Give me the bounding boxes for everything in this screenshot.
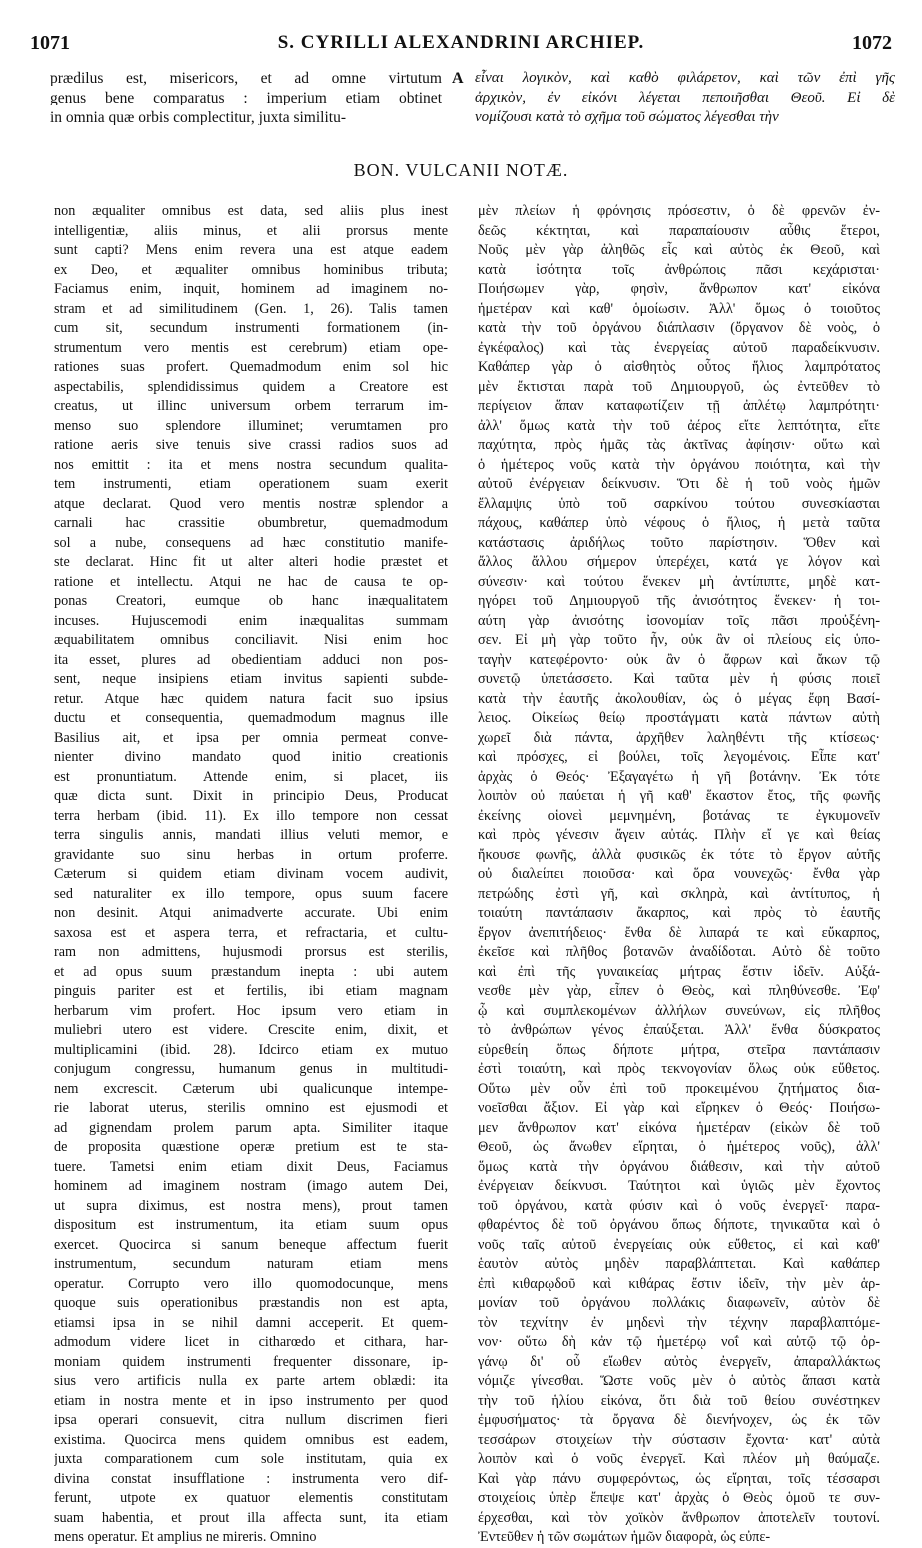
- text-line: nem excrescit. Cæterum ubi qualicunque intempe-: [54, 1080, 448, 1097]
- text-line: suam habentia, et prout illa affecta sunt, ita etiam: [54, 1509, 448, 1526]
- greek-notes-column: [478, 202, 880, 1548]
- text-line: Καὶ γὰρ πάνυ συμφερόντως, ὡς εἴρηται, τοῖς τέσσαρσι: [478, 1470, 880, 1487]
- text-line: ἀρχικὸν, ἐν εἰκόνι λέγεται πεποιῆσθαι Θεοῦ. Εἰ δὲ: [475, 89, 895, 105]
- text-line: ut supra diximus, est nostra mens), prout tamen: [54, 1197, 448, 1214]
- text-line: non desinit. Atqui animadverte accurate. Ubi enim: [54, 905, 448, 921]
- text-line: ἐμφυσήματος· τὰ ὄργανα δὲ διενήνοχεν, ὡς ἐκ τῶν: [478, 1412, 880, 1428]
- text-line: κατὰ τὴν ἑαυτῆς ἀκολουθίαν, ὡς ὁ μέγας ἔφη Βασί-: [478, 690, 880, 707]
- text-line: nienter divino mandato quod initio creationis: [54, 749, 448, 765]
- text-line: ἔλλαμψις ὑπὸ τοῦ σαρκίνου τούτου συνεσκίασται: [478, 495, 880, 512]
- text-line: Faciamus enim, inquit, hominem ad imaginem no-: [54, 281, 448, 297]
- text-line: Οὕτω μὲν οὖν ἐπὶ τοῦ προκειμένου ζητήματος δια-: [478, 1080, 880, 1097]
- text-line: æquabilitatem omnibus conciliavit. Nisi enim hoc: [54, 632, 448, 648]
- text-line: sed naturaliter ex illo tempore, opus suum facere: [54, 885, 448, 902]
- page-header: [30, 32, 892, 62]
- text-line: κατὰ ἰσότητα τοῖς ἀνθρώποις πᾶσι κεχάρισται·: [478, 261, 880, 278]
- text-line: μὲν ἔκτισται παρὰ τοῦ Δημιουργοῦ, ὡς ἐντεῦθεν τὸ: [478, 378, 880, 395]
- text-line: instrumentum, secundum naturam etiam mens: [54, 1256, 448, 1272]
- text-line: τὸ ἀνθρώπων γένος ἐπαύξεται. Ἀλλ' ἔνθα δύσκρατος: [478, 1022, 880, 1038]
- text-line: ἔργον ἀνεπιτήδειος· ἔνθα δὲ λιπαρά τε καὶ εὔκαρπος,: [478, 924, 880, 941]
- text-line: Θεοῦ, ὡς ἄνωθεν εἴρηται, ὁ ἡμέτερος νοῦς), ἀλλ': [478, 1139, 880, 1155]
- text-line: dispositum est instrumentum, ita etiam suum opus: [54, 1217, 448, 1233]
- text-line: Ἐντεῦθεν ἡ τῶν σωμάτων ἡμῶν διαφορὰ, ὡς εὐπε-: [478, 1529, 771, 1545]
- text-line: nos emittit : ita et mens nostra secundum qualita-: [54, 456, 448, 473]
- text-line: sunt capti? Mens enim revera una est atque eadem: [54, 242, 448, 258]
- text-line: οὐ διαλείπει ποιοῦσα· καὶ ὅρα νουνεχῶς· ἔνθα γὰρ: [478, 866, 880, 882]
- text-line: ferunt, utpote ex quatuor elementis constitutam: [54, 1490, 448, 1506]
- text-line: muliebri utero est videre. Crescite enim, dixit, et: [54, 1022, 448, 1038]
- text-line: Basilius ait, et ipsa per omnia permeat conve-: [54, 729, 448, 746]
- text-line: tem instrumenti, etiam operationem suam exerit: [54, 476, 448, 492]
- text-line: ita esset, plures ad obedientiam adduci non pos-: [54, 651, 448, 668]
- text-line: ἐκεῖσε καὶ πλῆθος βοτανῶν ἀναδίδοται. Αὐτὸ δὲ τοῦτο: [478, 944, 880, 960]
- text-line: ἡμετέραν καὶ καθ' ὁμοίωσιν. Ἀλλ' ὅμως ὁ τοιοῦτος: [478, 300, 880, 317]
- text-line: Καθάπερ γὰρ ὁ αἰσθητὸς οὗτος ἥλιος λαμπρότατος: [478, 359, 880, 375]
- text-line: multiplicamini (ibid. 28). Idcirco etiam ex mutuo: [54, 1041, 448, 1058]
- text-line: συνετῷ ὑπετάσσετο. Καὶ ταῦτα μὲν ἡ φύσις ποιεῖ: [478, 671, 880, 687]
- text-line: ταγὴν κατεφέροντο· οὐκ ἂν ὁ ἄφρων καὶ ἄκων τῷ: [478, 651, 880, 668]
- text-line: ipsa operari consuevit, citra nullum discrimen fieri: [54, 1412, 448, 1428]
- text-line: μονίαν τοῦ ὀργάνου πολλάκις διαφωνεῖν, αὐτὸν δὲ: [478, 1295, 880, 1311]
- text-line: quæ dicta sunt. Dixit in principio Deus, Producat: [54, 788, 448, 804]
- text-line: ὁ ἡμέτερος νοῦς κατὰ τὴν ὀργάνου ποιότητα, καὶ τὴν: [478, 456, 880, 473]
- text-line: terra singulis annis, mandati illius veluti memor, e: [54, 827, 448, 843]
- text-line: τεσσάρων στοιχείων τὴν σύστασιν ἔχοντα· κατ' αὐτὰ: [478, 1431, 880, 1448]
- text-line: conjugum congressu, humanum genus in multitudi-: [54, 1061, 448, 1077]
- text-line: λειος. Οἰκείως θείῳ προστάγματι κατὰ πάντων αὐτὴ: [478, 710, 880, 726]
- left-page-number: 1071: [30, 32, 70, 54]
- text-line: τοιαύτη παντάπασιν ἄκαρπος, καὶ πρὸς τὸ ἑαυτῆς: [478, 905, 880, 921]
- text-line: carnali hac crassitie obumbretur, quemadmodum: [54, 515, 448, 531]
- text-line: ἐγκέφαλος) καὶ τὰς ἐνεργείας αὐτοῦ παραδείκνυσιν.: [478, 339, 880, 356]
- text-line: moniam quidem instrumenti frequenter dissonare, ip-: [54, 1353, 448, 1370]
- text-line: in omnia quæ orbis complectitur, juxta similitu-: [50, 109, 346, 125]
- text-line: νοεῖσθαι ἄξιον. Εἰ γὰρ καὶ εἴρηκεν ὁ Θεός· Ποιήσω-: [478, 1100, 880, 1116]
- text-line: Cæterum si quidem etiam divinam vocem audivit,: [54, 866, 448, 882]
- text-line: νον· οὕτω δὴ κἀν τῷ ἡμετέρῳ νοΐ καὶ αὐτῷ τῷ ὀρ-: [478, 1334, 880, 1350]
- text-line: ratione et intellectu. Atqui ne hac de causa te op-: [54, 573, 448, 590]
- text-line: retur. Atque hæc quidem natura facit suo ipsius: [54, 690, 448, 707]
- text-line: sius vero artificis nulla ex parte artem oblædi: ita: [54, 1373, 448, 1389]
- text-line: γάνῳ δι' οὗ εἴωθεν αὐτὸς ἐνεργεῖν, ἀπαραλλάκτως: [478, 1353, 880, 1370]
- text-line: ᾧ καὶ συμπλεκομένων ἀλλήλων συνεύνων, εἰς πλῆθος: [478, 1002, 880, 1019]
- text-line: στοιχείοις ὑπὲρ ἔπεψε κατ' ἀρχὰς ὁ Θεὸς ὁμοῦ τε συν-: [478, 1490, 880, 1506]
- text-line: ponas Creatori, eumque ob hanc inæqualitatem: [54, 593, 448, 609]
- section-title: BON. VULCANII NOTÆ.: [353, 160, 569, 180]
- text-line: φθαρέντος δὲ τοῦ ὀργάνου ὅπως δήποτε, τηνικαῦτα καὶ ὁ: [478, 1217, 880, 1233]
- text-line: ἐστὶ τοιαύτη, καὶ πρὸς τεκνογονίαν ὅλως οὐκ εὔθετος.: [478, 1061, 880, 1077]
- text-line: εὑρεθείη ὅπως δήποτε μήτρα, στεῖρα παντάπασιν: [478, 1041, 880, 1058]
- text-line: ex Deo, et æqualiter omnibus hominibus tributa;: [54, 261, 448, 278]
- text-line: νόμιζε γίνεσθαι. Ὥστε νοῦς μὲν ὁ αὐτὸς ἅπασι κατὰ: [478, 1373, 880, 1389]
- text-line: genus bene comparatus : imperium etiam obtinet: [50, 89, 442, 105]
- text-line: ductu et consequentia, quemadmodum magnus ille: [54, 710, 448, 726]
- text-line: admodum videre licet in citharœdo et cithara, har-: [54, 1334, 448, 1350]
- text-line: existima. Quocirca mens quidem omnibus est eadem,: [54, 1431, 448, 1448]
- text-line: ἄλλος ἄλλου σήμερον ὑπερέχει, κατά γε λόγον καὶ: [478, 554, 880, 570]
- text-line: terra herbam (ibid. 11). Ex illo tempore non cessat: [54, 807, 448, 824]
- text-line: ram non admittens, hujusmodi prorsus est sterilis,: [54, 944, 448, 960]
- text-line: ad gignendam prolem parum apta. Similiter itaque: [54, 1119, 448, 1136]
- text-line: αὐτοῦ ἐνέργειαν δείκνυσιν. Ὅτι δὲ ἡ τοῦ νοὸς ἡμῶν: [478, 476, 880, 492]
- column-marker: A: [452, 70, 464, 87]
- text-line: aspectabilis, splendidissimus quidem a Creatore est: [54, 378, 448, 395]
- text-line: tuere. Tametsi enim etiam dixit Deus, Faciamus: [54, 1158, 448, 1175]
- text-line: herbarum vim profert. Hoc ipsum vero etiam in: [54, 1002, 448, 1019]
- text-line: gravidante suo sinu herbas in ortum proferre.: [54, 846, 448, 863]
- top-greek-text: [475, 66, 895, 125]
- text-line: τὸν τεχνίτην ἐν μηδενὶ τὴν τέχνην παραβλαπτόμε-: [478, 1314, 880, 1331]
- text-line: ἐπὶ κιθαρῳδοῦ καὶ κιθάρας ἔστιν ἰδεῖν, τὴν μὲν ἁρ-: [478, 1275, 880, 1292]
- text-line: ἀρχὰς ὁ Θεός· Ἐξαγαγέτω ἡ γῆ βοτάνην. Ἐκ τότε: [478, 768, 880, 785]
- text-line: de proposita quæstione operæ pretium est te sta-: [54, 1139, 448, 1155]
- text-line: atque declarat. Quod vero mentis nostræ splendor a: [54, 495, 448, 512]
- text-line: καὶ πρὸς γένεσιν ἄγειν αὐτάς. Πλὴν εἴ γε καὶ θείας: [478, 827, 880, 843]
- text-line: incuses. Hujuscemodi enim inæqualitas summam: [54, 612, 448, 629]
- text-line: καὶ πρόσχες, εἰ βούλει, τοῖς λεγομένοις. Εἶπε κατ': [478, 749, 880, 765]
- text-line: σύνεσιν· καὶ τούτου ἕνεκεν μὴ ἀντίπιπτε, μηδὲ κατ-: [478, 573, 880, 590]
- top-text-block: [50, 66, 895, 146]
- text-line: sent, neque insipiens etiam invitus sapienti subde-: [54, 671, 448, 687]
- text-line: νοῦς ταῖς αὐτοῦ ἐνεργείαις οὐκ εὔθετος, εἰ καὶ καθ': [478, 1236, 880, 1253]
- text-line: creatus, ut illinc universum orbem terrarum im-: [54, 398, 448, 414]
- text-line: έρχεσθαι, καὶ τὸν χοϊκὸν ἄνθρωπον ἀποτελεῖν τουτονί.: [478, 1509, 880, 1526]
- text-line: πετρώδης ἐστὶ γῆ, καὶ σκληρὰ, καὶ ἀντίτυπος, ἡ: [478, 885, 880, 902]
- right-page-number: 1072: [852, 32, 892, 54]
- text-line: τοῦ ὀργάνου, κατὰ φύσιν καὶ ὁ νοῦς ἐνεργεῖ· παρα-: [478, 1197, 880, 1214]
- text-line: mens operatur. Et amplius ne mireris. Omnino: [54, 1529, 317, 1545]
- running-title: S. CYRILLI ALEXANDRINI ARCHIEP.: [277, 32, 645, 53]
- text-line: αύτη γὰρ ἀνισότης ἰσονομίαν τοῖς πᾶσι προὐξένη-: [478, 612, 880, 629]
- text-line: τὴν τοῦ ἡλίου εἰκόνα, ὅτι διὰ τοῦ θείου συνέστηκεν: [478, 1392, 880, 1409]
- text-line: λοιπὸν καὶ ὁ νοῦς ἐνεργεῖ. Καὶ πλέον μὴ θαύμαζε.: [478, 1451, 880, 1467]
- text-line: ὅμως κατὰ τὴν ὀργάνου διάθεσιν, καὶ τὴν αὐτοῦ: [478, 1158, 880, 1175]
- text-line: δεῶς κέκτηται, καὶ παραπαίουσιν αὖθις ἕτεροι,: [478, 222, 880, 239]
- text-line: παχύτητα, πρὸς ἡμᾶς τὰς ἀκτῖνας ἀφίησιν· οὕτω καὶ: [478, 437, 880, 453]
- text-line: cum sit, secundum instrumenti formationem (in-: [54, 320, 448, 336]
- text-line: χωρεῖ διὰ πάντα, ἀρχῆθεν λαληθέντι τῆς κτίσεως·: [478, 729, 880, 746]
- text-line: Νοῦς μὲν γὰρ ἀληθῶς εἷς καὶ αὐτὸς ἐκ Θεοῦ, καὶ: [478, 242, 880, 258]
- text-line: etiamsi ipsa in se nihil damni acceperit. Et quem-: [54, 1314, 448, 1331]
- text-line: divina constat insufflatione : instrumenta vero dif-: [54, 1470, 448, 1487]
- text-line: κατάστασις ἀριδήλως τοῦτο παρίστησιν. Ὅθεν καὶ: [478, 534, 880, 551]
- text-line: ἐνέργειαν δείκνυσι. Ταύτητοι καὶ ὑγιῶς μὲν ἔχοντος: [478, 1178, 880, 1194]
- text-line: πάχους, καθάπερ ὑπὸ νέφους ὁ ἥλιος, ἡ μετὰ ταῦτα: [478, 515, 880, 531]
- text-line: ratione aeris sive tenuis sive crassi radios suos ad: [54, 437, 448, 453]
- text-line: sol a nube, consequens ad hæc constitutio manife-: [54, 534, 448, 551]
- text-line: rationes suas profert. Quemadmodum enim sol hic: [54, 359, 448, 375]
- text-line: intelligentiæ, aliis minus, et alii prorsus mente: [54, 222, 448, 239]
- text-line: et ad opus suum præstandum inepta : ubi autem: [54, 963, 448, 980]
- latin-notes-column: [54, 202, 448, 1548]
- text-line: operatur. Corrupto vero illo quomodocunque, mens: [54, 1275, 448, 1292]
- text-line: σεν. Εἰ μὴ γὰρ τοῦτο ἦν, οὐκ ἂν οἱ πλείους εἰς ὑπο-: [478, 632, 880, 648]
- text-line: hominem ad imaginem nostram (imago autem Dei,: [54, 1178, 448, 1194]
- text-line: μεν ἄνθρωπον κατ' εἰκόνα ἡμετέραν (εἰκὼν δὲ τοῦ: [478, 1119, 880, 1136]
- text-line: strumentum vero mentis est cerebrum) etiam ope-: [54, 339, 448, 356]
- text-line: quoque suis operationibus præstandis non est apta,: [54, 1295, 448, 1311]
- text-line: νεσθε μὲν γὰρ, εἶπεν ὁ Θεὸς, καὶ πληθύνεσθε. Ἐφ': [478, 983, 880, 999]
- text-line: ste declarat. Hinc fit ut alter alteri hodie præstet et: [54, 554, 448, 570]
- text-line: exercet. Quocirca si sanum beneque affectum fuerit: [54, 1236, 448, 1253]
- text-line: ηγόρει τοῦ Δημιουργοῦ τῆς ἀνισότητος ἕνεκεν· ἡ τοι-: [478, 593, 880, 609]
- text-line: ἐκείνης οἱονεὶ μεμνημένη, βοτάνας τε ἐγκυμονεῖν: [478, 807, 880, 824]
- text-line: stram et ad similitudinem (Gen. 1, 26). Talis tamen: [54, 300, 448, 317]
- text-line: est pronuntiatum. Attende enim, si placet, iis: [54, 768, 448, 785]
- text-line: περίγειον ἅπαν καταφωτίζειν τῇ ἀπλέτῳ λαμπρότητι·: [478, 398, 880, 414]
- text-line: rie laborat uterus, sterilis omnino est ejusmodi et: [54, 1100, 448, 1116]
- text-line: pinguis pariter est et fertilis, ibi etiam magnam: [54, 983, 448, 999]
- top-latin-text: [50, 66, 442, 125]
- text-line: etiam in nostra mente et in ipso instrumento per quod: [54, 1392, 448, 1409]
- text-line: menso suo splendore illuminet; verumtamen pro: [54, 417, 448, 434]
- text-line: juxta comparationem cum sole institutam, quia ex: [54, 1451, 448, 1467]
- text-line: non æqualiter omnibus est data, sed aliis plus inest: [54, 203, 448, 219]
- text-line: ἤκουσε φωνῆς, ἀλλὰ φυσικῶς ἐκ τότε τὸ ἔργον αὐτῆς: [478, 846, 880, 863]
- text-line: saxosa est et aspera terra, et refractaria, et cultu-: [54, 924, 448, 941]
- text-line: λοιπὸν οὐ παύεται ἡ γῆ καθ' ἕκαστον ἔτος, τῆς φωνῆς: [478, 788, 880, 804]
- text-line: ἀλλ' ὅμως κατὰ τὴν τοῦ ἀέρος εἴτε λεπτότητα, εἴτε: [478, 417, 880, 434]
- text-line: νομίζουσι κατὰ τὸ σχῆμα τοῦ σώματος λέγεσθαι τὴν: [475, 109, 779, 125]
- text-line: κατὰ τὴν τοῦ ὀργάνου διάπλασιν (ὄργανον δὲ νοὸς, ὁ: [478, 320, 880, 336]
- text-line: ἑαυτὸν αὐτὸς μηδὲν παραβλάπτεται. Καὶ καθάπερ: [478, 1256, 880, 1272]
- text-line: εἶναι λογικὸν, καὶ καθὸ φιλάρετον, καὶ τῶν ἐπὶ γῆς: [475, 70, 895, 86]
- text-line: prædilus est, misericors, et ad omne virtutum: [50, 70, 442, 86]
- text-line: καὶ ἐπὶ τῆς γυναικείας μήτρας ἔστιν ἰδεῖν. Αὐξά-: [478, 963, 880, 980]
- text-line: Ποιήσωμεν γὰρ, φησὶν, ἄνθρωπον κατ' εἰκόνα: [478, 281, 880, 297]
- text-line: μὲν πλείων ἡ φρόνησις πρόσεστιν, ὁ δὲ φρενῶν ἐν-: [478, 203, 880, 219]
